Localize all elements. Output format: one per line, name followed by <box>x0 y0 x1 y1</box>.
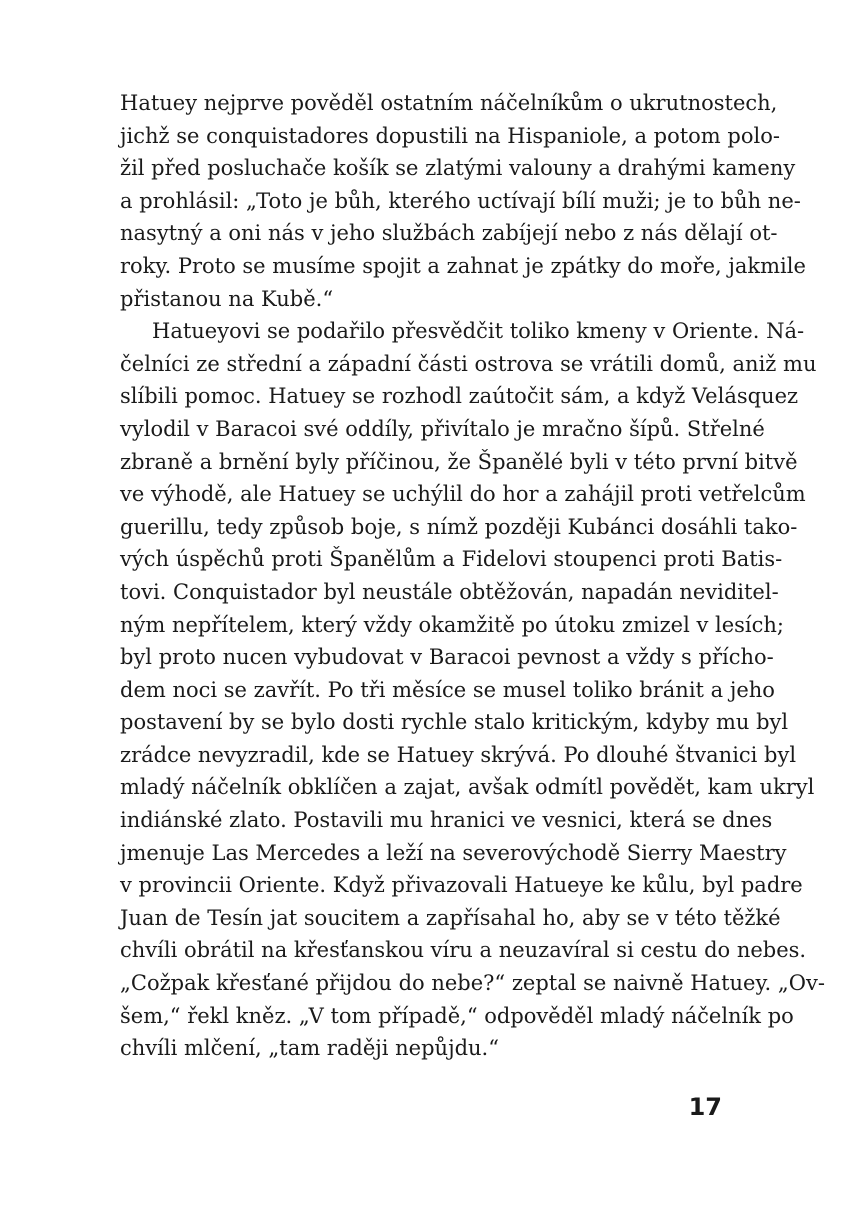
text-line: postavení by se bylo dosti rychle stalo kritickým, kdyby mu byl <box>120 710 789 735</box>
text-line: přistanou na Kubě.“ <box>120 286 334 311</box>
body-text <box>120 87 825 1065</box>
text-line: chvíli obrátil na křesťanskou víru a neuzavíral si cestu do nebes. <box>120 938 807 963</box>
text-line: zrádce nevyzradil, kde se Hatuey skrývá. Po dlouhé štvanici byl <box>120 742 797 767</box>
text-line: dem noci se zavřít. Po tři měsíce se musel toliko bránit a jeho <box>120 677 775 702</box>
text-line: žil před posluchače košík se zlatými valouny a drahými kameny <box>120 156 796 181</box>
text-line: slíbili pomoc. Hatuey se rozhodl zaútočit sám, a když Velásquez <box>120 384 799 409</box>
text-line: byl proto nucen vybudovat v Baracoi pevnost a vždy s přícho- <box>120 645 774 670</box>
text-line: ným nepřítelem, který vždy okamžitě po útoku zmizel v lesích; <box>120 612 785 637</box>
text-line: jichž se conquistadores dopustili na Hispaniole, a potom polo- <box>120 123 780 148</box>
text-line: v provincii Oriente. Když přivazovali Hatueye ke kůlu, byl padre <box>120 873 803 898</box>
text-line: a prohlásil: „Toto je bůh, kterého uctívají bílí muži; je to bůh ne- <box>120 188 801 213</box>
text-line: vých úspěchů proti Španělům a Fidelovi stoupenci proti Batis- <box>120 547 783 572</box>
page-number: 17 <box>688 1093 722 1121</box>
text-line: guerillu, tedy způsob boje, s nímž později Kubánci dosáhli tako- <box>120 514 798 539</box>
text-line: zbraně a brnění byly příčinou, že Španělé byli v této první bitvě <box>120 449 798 474</box>
text-line: „Cožpak křesťané přijdou do nebe?“ zeptal se naivně Hatuey. „Ov- <box>120 971 825 996</box>
text-line: chvíli mlčení, „tam raději nepůjdu.“ <box>120 1036 499 1061</box>
paragraph-2 <box>120 315 825 1065</box>
text-line: roky. Proto se musíme spojit a zahnat je zpátky do moře, jakmile <box>120 253 806 278</box>
text-line: ve výhodě, ale Hatuey se uchýlil do hor a zahájil proti vetřelcům <box>120 482 806 507</box>
text-line: vylodil v Baracoi své oddíly, přivítalo je mračno šípů. Střelné <box>120 416 765 441</box>
paragraph-1 <box>120 87 806 315</box>
text-line: čelníci ze střední a západní části ostrova se vrátili domů, aniž mu <box>120 351 817 376</box>
text-line: mladý náčelník obklíčen a zajat, avšak odmítl povědět, kam ukryl <box>120 775 815 800</box>
text-line: tovi. Conquistador byl neustále obtěžován, napadán neviditel- <box>120 579 779 604</box>
text-line: Hatueyovi se podařilo přesvědčit toliko kmeny v Oriente. Ná- <box>152 319 805 344</box>
text-line: indiánské zlato. Postavili mu hranici ve vesnici, která se dnes <box>120 808 773 833</box>
text-line: šem,“ řekl kněz. „V tom případě,“ odpověděl mladý náčelník po <box>120 1003 794 1028</box>
text-line: nasytný a oni nás v jeho službách zabíjejí nebo z nás dělají ot- <box>120 221 778 246</box>
text-line: jmenuje Las Mercedes a leží na severovýchodě Sierry Maestry <box>120 840 787 865</box>
text-line: Hatuey nejprve pověděl ostatním náčelníkům o ukrutnostech, <box>120 91 778 115</box>
text-line: Juan de Tesín jat soucitem a zapřísahal ho, aby se v této těžké <box>120 905 781 930</box>
